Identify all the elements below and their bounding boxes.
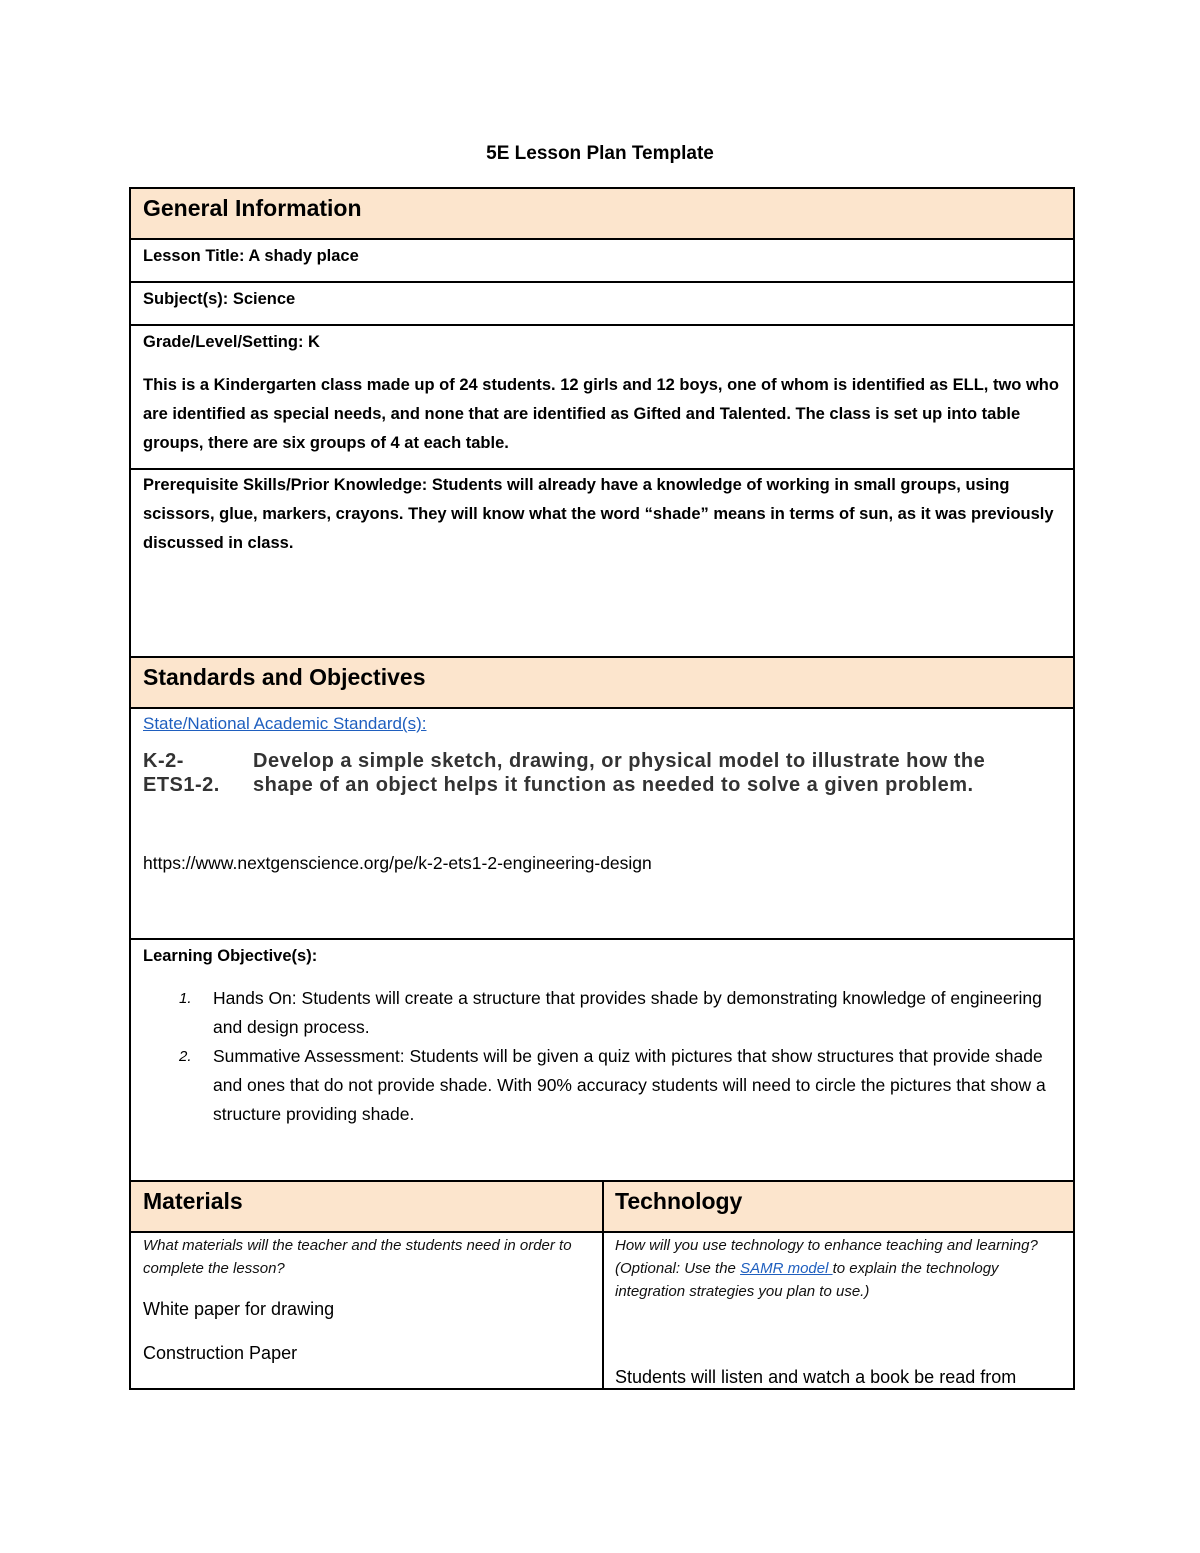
standard-code: K-2-ETS1-2. (143, 750, 220, 796)
standards-objectives-header (131, 658, 1073, 709)
class-description: This is a Kindergarten class made up of 24 students. 12 girls and 12 boys, one of whom is identified as ELL, two who are identified as special needs, and none that are identified as Gifted and Talented. The class is set up into table groups, there are six groups of 4 at each table. (143, 376, 1059, 452)
document-title: 5E Lesson Plan Template (486, 143, 714, 164)
objective-text: Summative Assessment: Students will be given a quiz with pictures that show structures that provide shade and ones that do not provide shade. With 90% accuracy students will need to circle the pictures that show a structure providing shade. (213, 1046, 1046, 1124)
samr-model-link[interactable]: SAMR model (740, 1260, 833, 1277)
column-divider (602, 1182, 604, 1388)
list-item (143, 1042, 1059, 1129)
prerequisite-skills: Prerequisite Skills/Prior Knowledge: Students will already have a knowledge of working in small groups, using scissors, glue, markers, crayons. They will know what the word “shade” means in terms of sun, as it was previously discussed in class. (143, 476, 1054, 552)
grade-level-setting-row (131, 326, 1073, 470)
prerequisite-skills-row (131, 470, 1073, 658)
subjects: Subject(s): Science (143, 290, 296, 308)
objective-number: 2. (179, 1048, 192, 1065)
standards-row (131, 709, 1073, 940)
materials-prompt: What materials will the teacher and the students need in order to complete the lesson? (143, 1237, 572, 1277)
technology-text: Students will listen and watch a book be read from (615, 1367, 1017, 1387)
technology-heading: Technology (615, 1188, 743, 1214)
general-information-heading: General Information (143, 195, 362, 221)
grade-level-setting: Grade/Level/Setting: K (143, 333, 320, 351)
lesson-title-row (131, 240, 1073, 283)
objective-text: Hands On: Students will create a structure that provides shade by demonstrating knowledge of engineering and design process. (213, 988, 1042, 1037)
lesson-plan-table (129, 187, 1075, 1390)
subjects-row (131, 283, 1073, 326)
learning-objectives-list (143, 984, 1059, 1129)
learning-objectives-label: Learning Objective(s): (143, 947, 318, 965)
material-item: White paper for drawing (143, 1299, 335, 1319)
objective-number: 1. (179, 990, 192, 1007)
lesson-title: Lesson Title: A shady place (143, 247, 359, 265)
general-information-header (131, 189, 1073, 240)
technology-prompt (615, 1234, 1055, 1303)
materials-heading: Materials (143, 1188, 243, 1214)
standard-url: https://www.nextgenscience.org/pe/k-2-ets1-2-engineering-design (143, 853, 652, 873)
standards-link[interactable]: State/National Academic Standard(s): (143, 714, 427, 733)
standard-description: Develop a simple sketch, drawing, or physical model to illustrate how the shape of an object helps it function as needed to solve a given problem. (253, 750, 986, 796)
learning-objectives-row (131, 940, 1073, 1182)
material-item: Construction Paper (143, 1343, 298, 1363)
technology-prompt-end: to explain the technology integration strategies you plan to use.) (615, 1260, 999, 1300)
list-item (143, 984, 1059, 1042)
standards-objectives-heading: Standards and Objectives (143, 664, 426, 690)
technology-prompt-start: How will you use technology to enhance teaching and learning? (Optional: Use the (615, 1237, 1038, 1277)
